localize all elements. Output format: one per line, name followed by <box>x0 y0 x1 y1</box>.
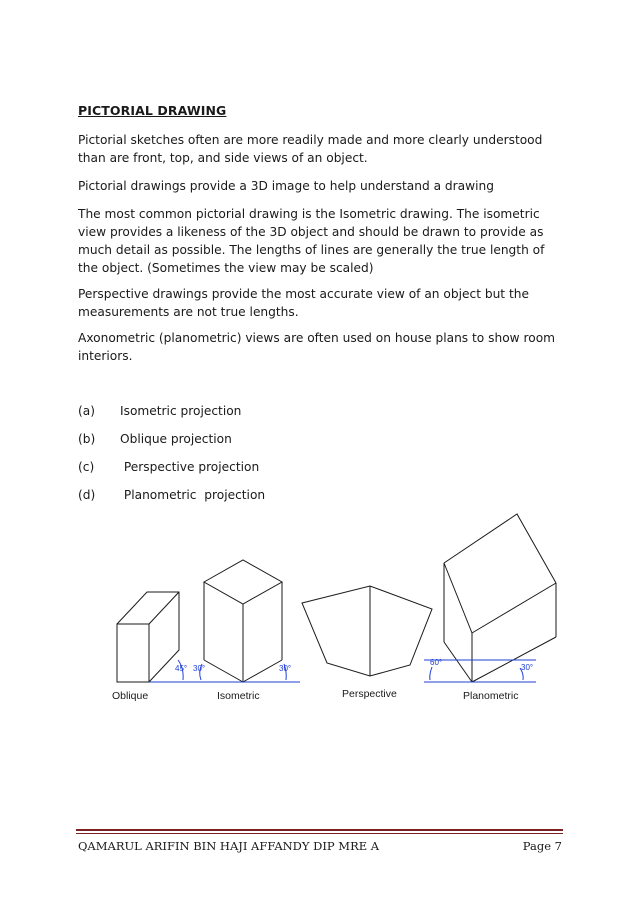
list-item-label: (b) <box>78 432 96 446</box>
caption-isometric: Isometric <box>217 690 260 702</box>
section-heading: PICTORIAL DRAWING <box>78 103 227 118</box>
footer-author: QAMARUL ARIFIN BIN HAJI AFFANDY DIP MRE A <box>78 839 380 853</box>
list-item <box>78 458 259 476</box>
paragraph-pictorial-sketches: Pictorial sketches often are more readily made and more clearly understood than are front, top, and side views of an object. <box>78 133 543 165</box>
footer-rule-thin <box>76 833 563 834</box>
isometric-left-30-angle-label: 30° <box>193 664 206 673</box>
caption-perspective: Perspective <box>342 688 397 700</box>
oblique-45-angle-label: 45° <box>175 664 188 673</box>
paragraph-isometric: The most common pictorial drawing is the Isometric drawing. The isometric view provides a likeness of the 3D object and should be drawn to provide as much detail as possible. The lengths of lines are generally the true length of the object. (Sometimes the view may be scaled) <box>78 207 545 275</box>
planometric-house-drawing <box>444 514 556 682</box>
paragraph-axonometric: Axonometric (planometric) views are often used on house plans to show room interiors. <box>78 331 556 363</box>
isometric-right-30-angle-label: 30° <box>279 664 292 673</box>
list-item-label: (c) <box>78 460 95 474</box>
perspective-drawing <box>302 586 432 676</box>
paragraph-3d-image: Pictorial drawings provide a 3D image to help understand a drawing <box>78 179 494 193</box>
list-item-text: Planometric projection <box>120 488 266 502</box>
list-item <box>78 402 241 420</box>
caption-oblique: Oblique <box>112 690 149 702</box>
paragraph-perspective: Perspective drawings provide the most accurate view of an object but the measurements are not true lengths. <box>78 287 529 319</box>
planometric-60-angle-label: 60° <box>430 658 443 667</box>
isometric-box-drawing <box>204 560 282 682</box>
projection-types-figure <box>0 500 638 720</box>
footer-rule-thick <box>76 829 563 831</box>
list-item-text: Oblique projection <box>120 432 232 446</box>
list-item <box>78 430 232 448</box>
footer-page-number: Page 7 <box>522 839 562 853</box>
list-item-text: Isometric projection <box>120 404 242 418</box>
list-item-text: Perspective projection <box>120 460 260 474</box>
planometric-30-angle-label: 30° <box>521 663 534 672</box>
caption-planometric: Planometric <box>463 690 519 702</box>
list-item-label: (a) <box>78 404 95 418</box>
oblique-box-drawing <box>117 592 179 682</box>
list-item-label: (d) <box>78 488 96 502</box>
